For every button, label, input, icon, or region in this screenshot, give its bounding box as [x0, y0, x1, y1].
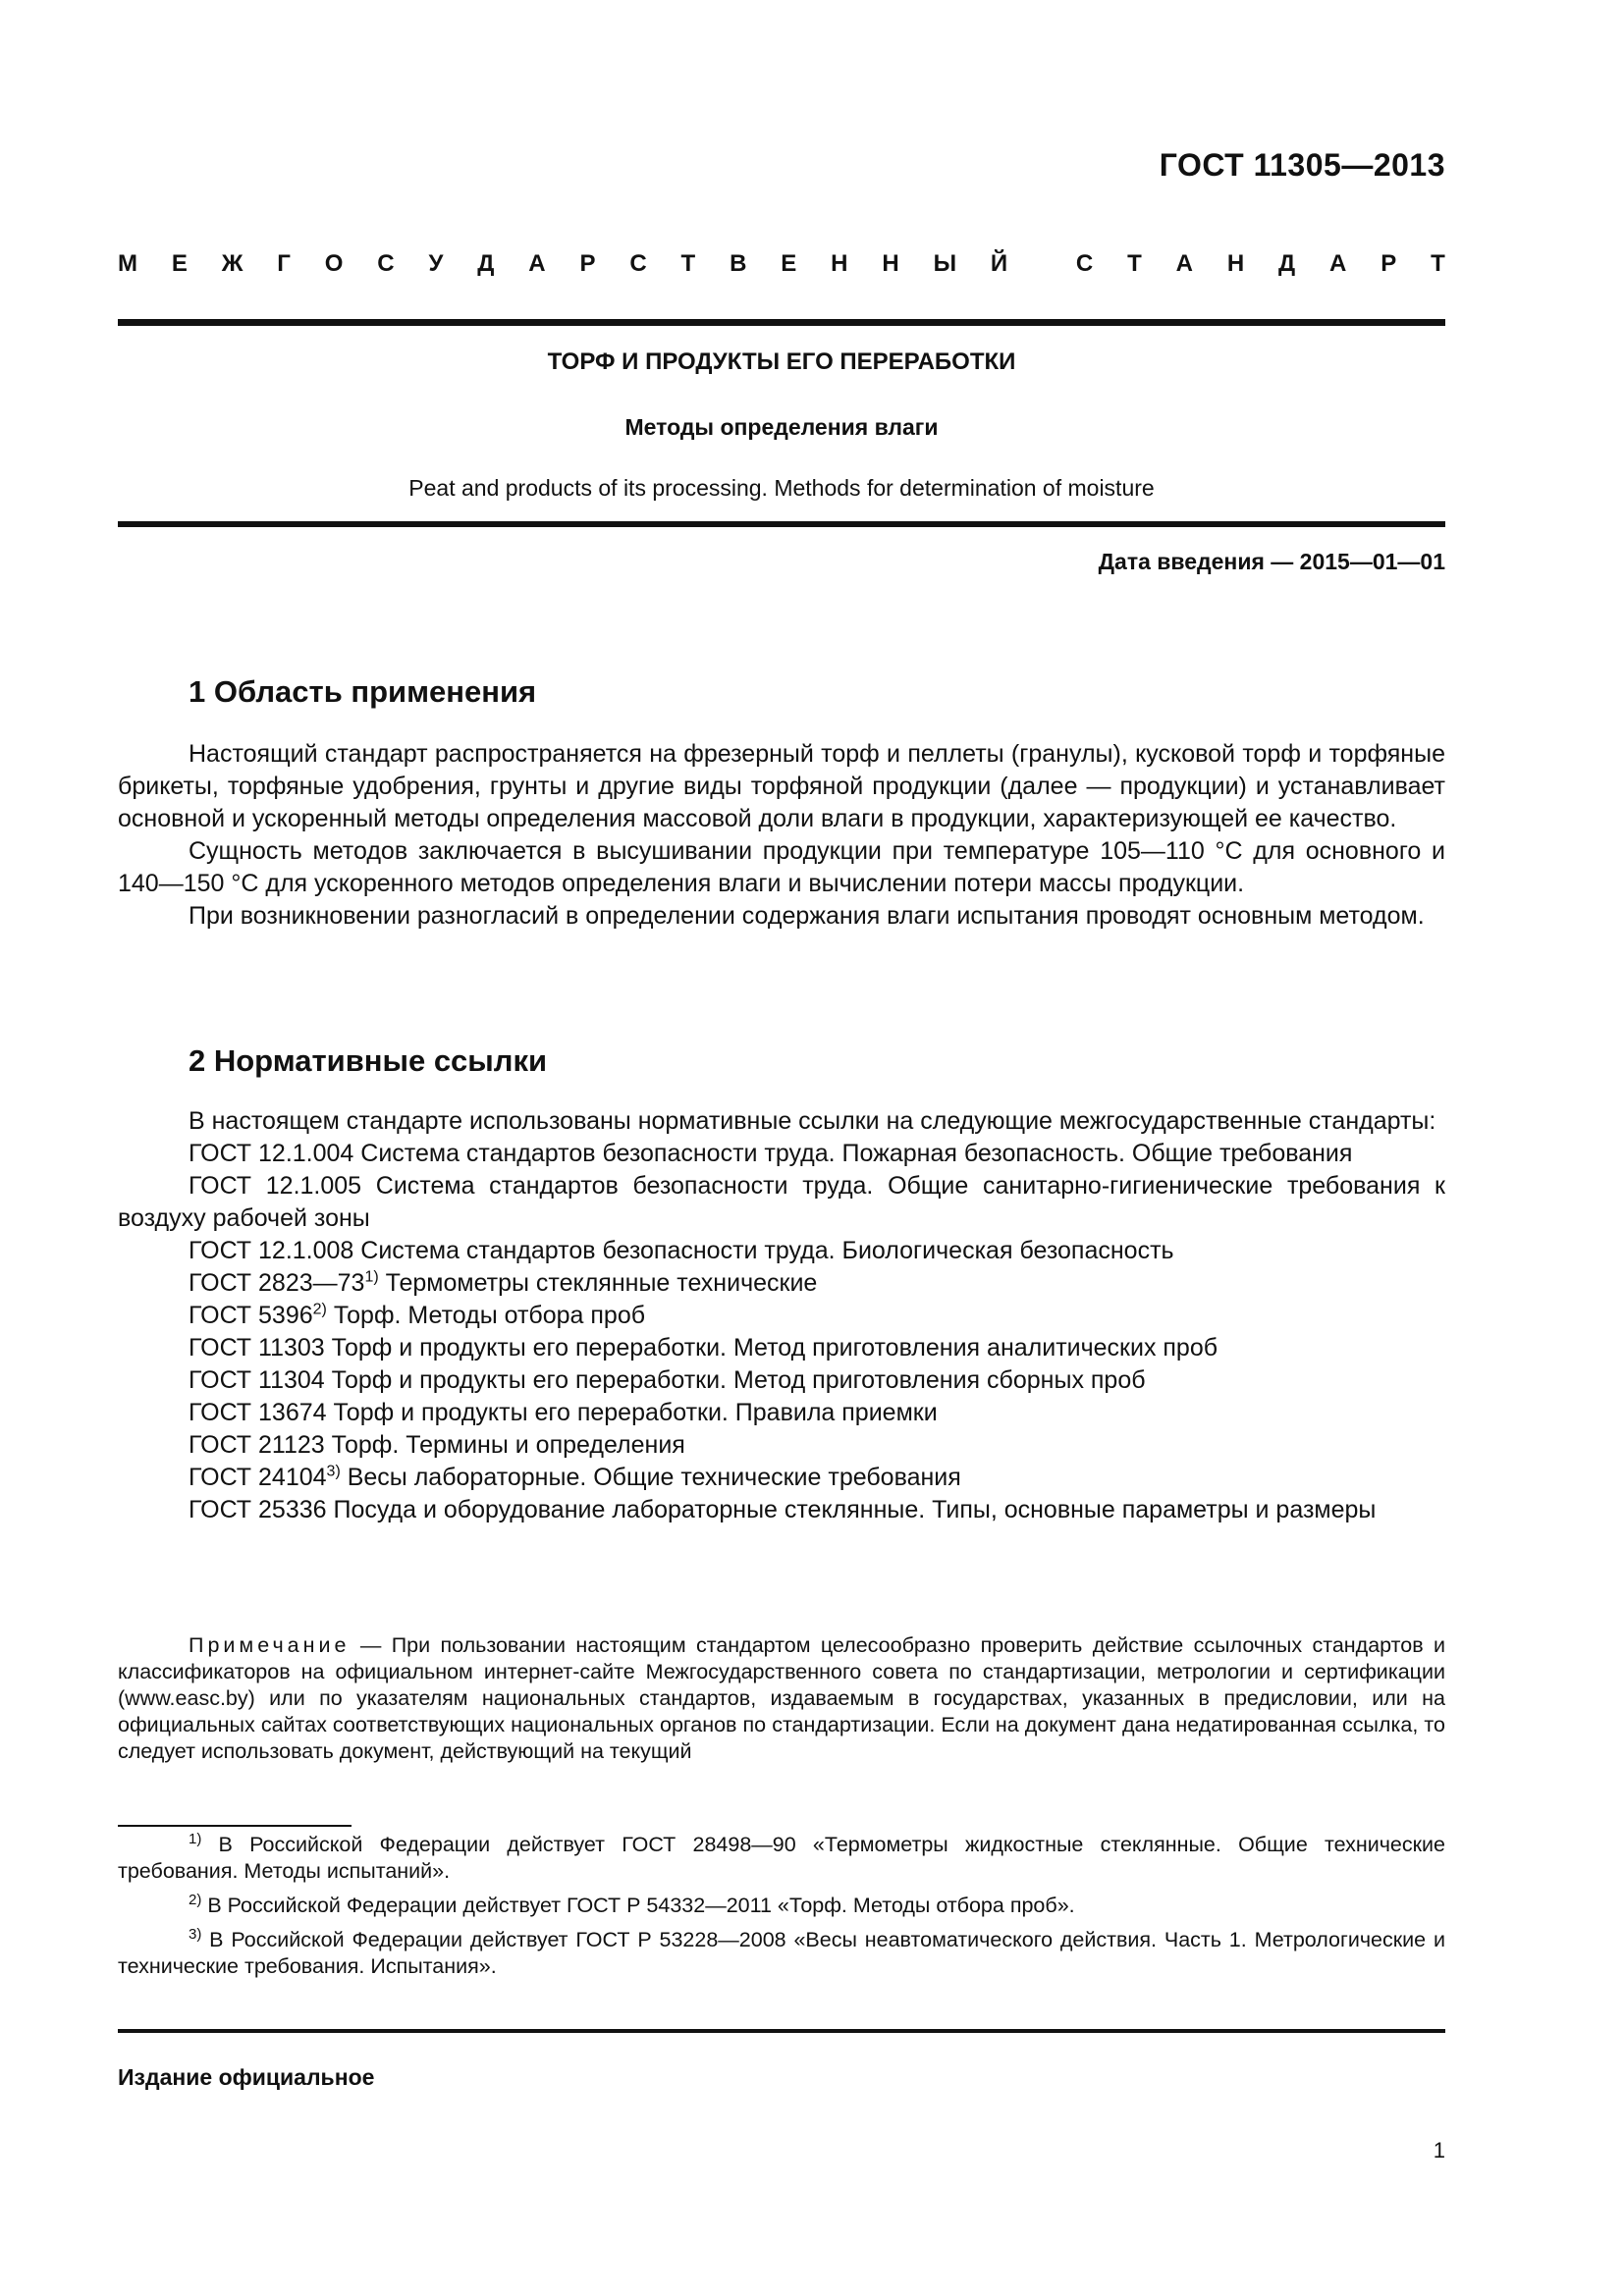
footnote-mark: 1) [189, 1830, 202, 1847]
reference-title: Торф. Методы отбора проб [326, 1302, 646, 1329]
edition-label: Издание официальное [118, 2064, 375, 2090]
footnote-divider [118, 1825, 352, 1827]
standard-type-letter: А [1329, 250, 1347, 277]
footnote-mark: 1) [364, 1268, 379, 1286]
reference-code: ГОСТ 12.1.008 [189, 1237, 354, 1264]
standard-type-letter: Ы [933, 250, 957, 277]
standard-type-letter: С [377, 250, 395, 277]
top-divider [118, 319, 1445, 326]
standard-type-letter: Т [1127, 250, 1142, 277]
standard-type-letter: У [428, 250, 444, 277]
reference-title: Термометры стеклянные технические [378, 1269, 818, 1297]
paragraph: При возникновении разногласий в определении содержания влаги испытания проводят основным методом. [189, 902, 1425, 930]
reference-code: ГОСТ 5396 [189, 1302, 313, 1329]
reference-title: Система стандартов безопасности труда. Биологическая безопасность [353, 1237, 1174, 1264]
standard-type-letter: Н [1226, 250, 1245, 277]
english-title: Peat and products of its processing. Methods for determination of moisture [408, 475, 1155, 501]
reference-code: ГОСТ 21123 [189, 1431, 325, 1459]
standard-type-letter: Е [781, 250, 797, 277]
standard-type-letter: А [1175, 250, 1193, 277]
standard-type-letter: Т [680, 250, 696, 277]
footnote-text: В Российской Федерации действует ГОСТ 28498—90 «Термометры жидкостные стеклянные. Общие технические требования. Методы испытаний». [118, 1833, 1445, 1883]
reference-item [118, 1397, 1445, 1429]
reference-code: ГОСТ 12.1.005 [189, 1172, 362, 1200]
standard-type-letter: Р [579, 250, 596, 277]
standard-type-line [118, 250, 1445, 286]
standard-type-letter: Н [831, 250, 848, 277]
note-label: Примечание [189, 1633, 351, 1657]
standard-type-letter: С [1075, 250, 1094, 277]
footnote [118, 1927, 1445, 1980]
reference-item [118, 1300, 1445, 1332]
standard-type-letter: Д [477, 250, 495, 277]
reference-title: Торф. Термины и определения [324, 1431, 685, 1459]
reference-title: Весы лабораторные. Общие технические требования [340, 1464, 961, 1491]
note-text: — При пользовании настоящим стандартом целесообразно проверить действие ссылочных стандартов и классификаторов на официальном интернет-сайте Межгосударственного совета по стандартизации, метрологии и сертификации (www.easc.by) или по указателям национальных стандартов, издаваемым в государствах, указанных в предисловии, или на официальных сайтах соответствующих национальных органов по стандартизации. Если на документ дана недатированная ссылка, то следует использовать документ, действующий на текущий [118, 1633, 1445, 1763]
reference-item [118, 1494, 1445, 1526]
page-number: 1 [1433, 2138, 1445, 2163]
reference-item [118, 1235, 1445, 1267]
standard-type-letter: Р [1380, 250, 1397, 277]
reference-item [118, 1267, 1445, 1300]
document-title: ТОРФ И ПРОДУКТЫ ЕГО ПЕРЕРАБОТКИ [547, 348, 1016, 375]
reference-item [118, 1364, 1445, 1397]
section-2-body [118, 1105, 1445, 1526]
reference-code: ГОСТ 13674 [189, 1399, 327, 1426]
standard-type-letter: Г [277, 250, 291, 277]
section-1-heading: 1 Область применения [189, 674, 537, 709]
paragraph: В настоящем стандарте использованы нормативные ссылки на следующие межгосударственные стандарты: [189, 1107, 1436, 1135]
reference-title: Посуда и оборудование лабораторные стеклянные. Типы, основные параметры и размеры [326, 1496, 1377, 1523]
standard-type-letter: Ж [221, 250, 244, 277]
introduction-date: Дата введения — 2015—01—01 [1098, 549, 1445, 574]
standard-type-letter: Д [1278, 250, 1296, 277]
footnote [118, 1893, 1445, 1919]
footnote-text: В Российской Федерации действует ГОСТ Р 54332—2011 «Торф. Методы отбора проб». [201, 1894, 1075, 1917]
footnote-mark: 2) [189, 1891, 202, 1908]
standard-type-letter: Н [882, 250, 899, 277]
paragraph: Настоящий стандарт распространяется на фрезерный торф и пеллеты (гранулы), кусковой торф и торфяные брикеты, торфяные удобрения, грунты и другие виды торфяной продукции (далее — продукции) и устанавливает основной и ускоренный методы определения массовой доли влаги в продукции, характеризующей ее качество. [118, 740, 1445, 832]
reference-item [118, 1138, 1445, 1170]
footnote-mark: 3) [326, 1463, 341, 1480]
standard-type-letter: Й [990, 250, 1008, 277]
section-2-heading: 2 Нормативные ссылки [189, 1043, 548, 1078]
bottom-divider [118, 2029, 1445, 2033]
standard-type-letter: С [629, 250, 647, 277]
reference-code: ГОСТ 24104 [189, 1464, 327, 1491]
reference-item [118, 1332, 1445, 1364]
standard-type-letter: М [118, 250, 137, 277]
standard-type-letter: Е [171, 250, 188, 277]
reference-item [118, 1462, 1445, 1494]
reference-code: ГОСТ 11304 [189, 1366, 325, 1394]
footnote-mark: 3) [189, 1925, 202, 1943]
reference-code: ГОСТ 25336 [189, 1496, 327, 1523]
footnote-mark: 2) [312, 1301, 327, 1318]
footnotes [118, 1832, 1445, 1988]
reference-code: ГОСТ 2823—73 [189, 1269, 365, 1297]
reference-title: Торф и продукты его переработки. Правила приемки [326, 1399, 938, 1426]
reference-code: ГОСТ 11303 [189, 1334, 325, 1362]
paragraph: Сущность методов заключается в высушивании продукции при температуре 105—110 °C для основного и 140—150 °C для ускоренного методов определения влаги и вычислении потери массы продукции. [118, 837, 1445, 897]
standard-type-letter: Т [1431, 250, 1445, 277]
reference-code: ГОСТ 12.1.004 [189, 1140, 354, 1167]
standard-type-letter: О [324, 250, 344, 277]
reference-title: Система стандартов безопасности труда. Общие санитарно-гигиенические требования к воздуху рабочей зоны [118, 1172, 1445, 1232]
reference-item [118, 1429, 1445, 1462]
standard-type-letter: А [528, 250, 546, 277]
standard-type-letter: В [730, 250, 747, 277]
reference-item [118, 1170, 1445, 1235]
section-1-body [118, 738, 1445, 933]
document-subtitle: Методы определения влаги [624, 414, 939, 440]
footnote-text: В Российской Федерации действует ГОСТ Р 53228—2008 «Весы неавтоматического действия. Часть 1. Метрологические и технические требования. Испытания». [118, 1928, 1445, 1978]
reference-title: Система стандартов безопасности труда. Пожарная безопасность. Общие требования [353, 1140, 1353, 1167]
title-divider [118, 521, 1445, 527]
footnote [118, 1832, 1445, 1885]
reference-title: Торф и продукты его переработки. Метод приготовления аналитических проб [324, 1334, 1218, 1362]
note [118, 1632, 1445, 1765]
document-number: ГОСТ 11305—2013 [1159, 147, 1445, 183]
reference-title: Торф и продукты его переработки. Метод приготовления сборных проб [324, 1366, 1146, 1394]
